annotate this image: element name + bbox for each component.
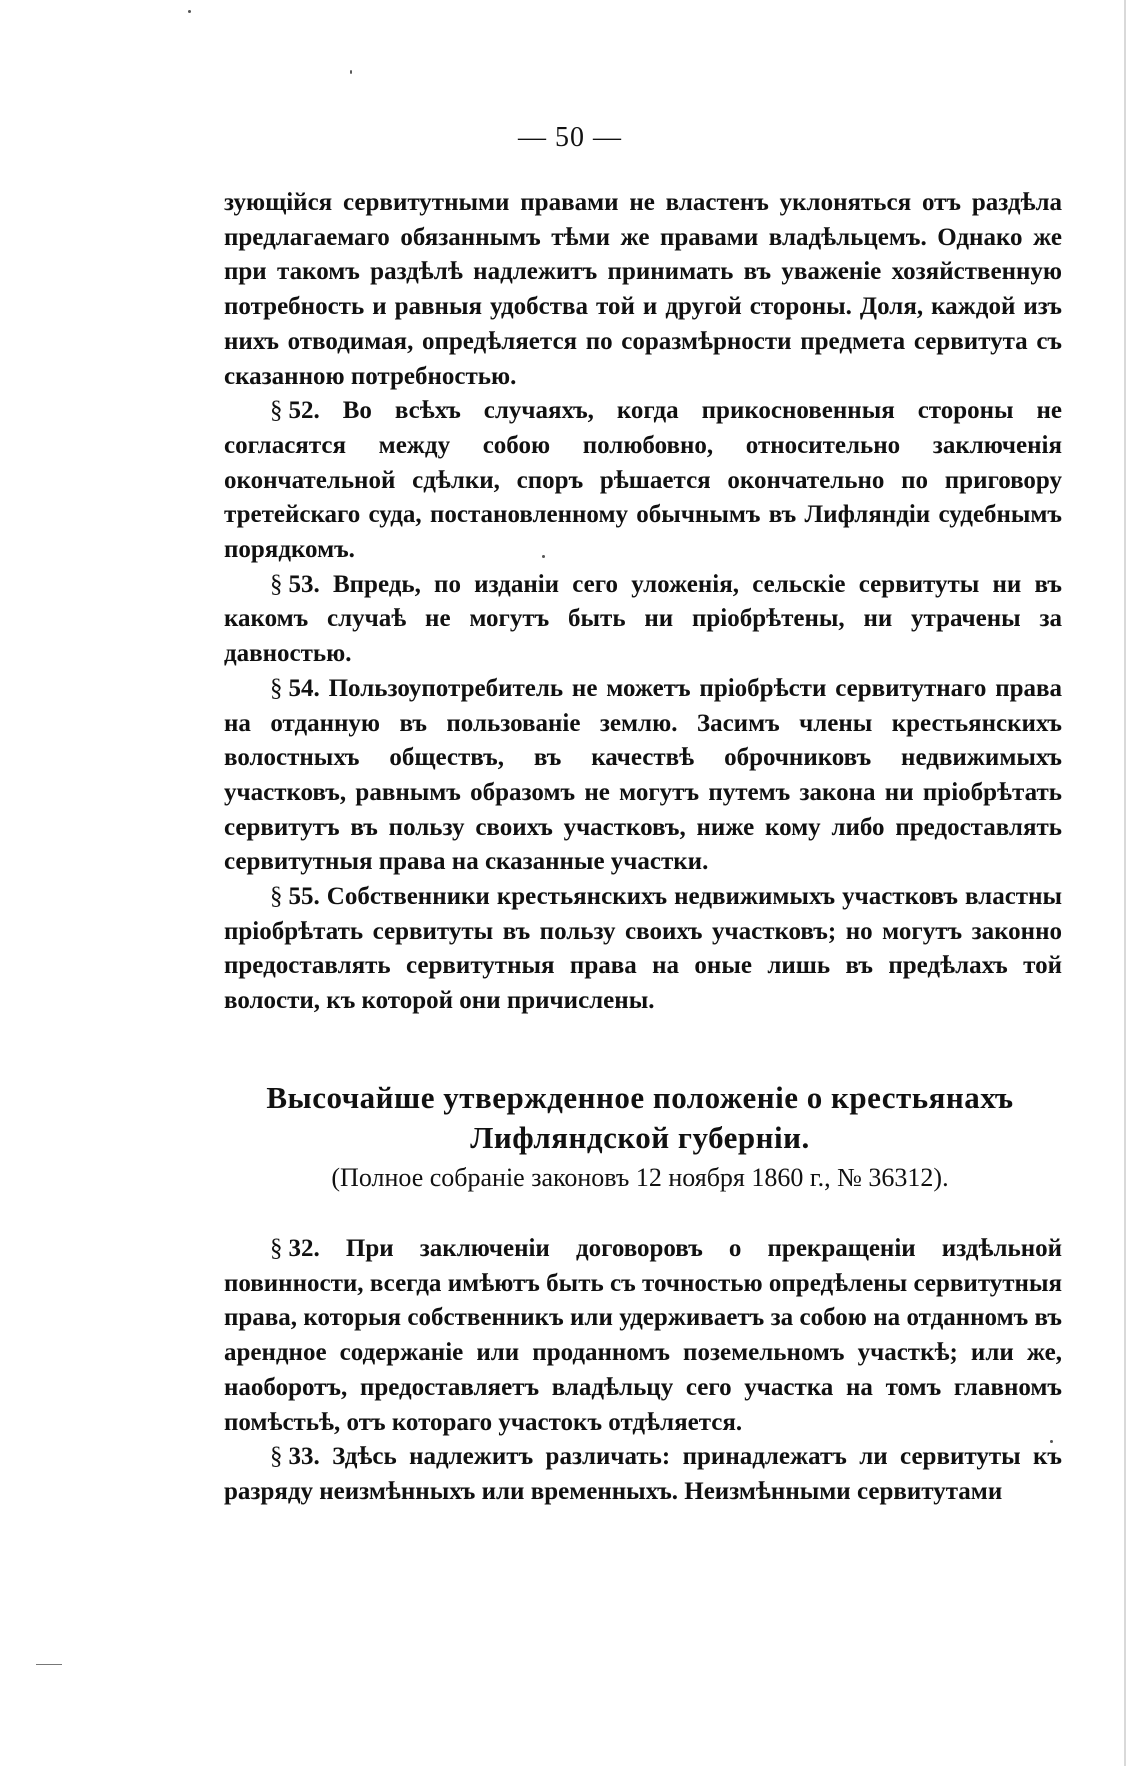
- page-edge-line: [1124, 0, 1126, 1766]
- section-text: При заключеніи договоровъ о прекращеніи издѣльной повинности, всегда имѣютъ быть съ точностью опредѣлены сервитутныя права, которыя собственникъ или удерживаетъ за собою на отданномъ въ арендное содержаніе или проданномъ поземельномъ участкѣ; или же, наоборотъ, предоставляетъ владѣльцу сего участка на томъ главномъ помѣстьѣ, отъ котораго участокъ отдѣляется.: [224, 1235, 1062, 1436]
- heading-line-2: Лифляндской губерніи.: [470, 1120, 810, 1155]
- section-number: 52.: [288, 397, 320, 425]
- section-number: 54.: [288, 674, 320, 702]
- section-sign: §: [270, 570, 283, 598]
- scan-speck: [542, 555, 545, 558]
- scan-speck: [1050, 1440, 1053, 1443]
- section-number: 55.: [288, 883, 320, 911]
- section-32: [224, 1232, 1062, 1440]
- section-heading: [200, 1078, 1080, 1158]
- section-text: Здѣсь надлежитъ различать: принадлежатъ ли сервитуты къ разряду неизмѣнныхъ или временныхъ. Неизмѣнными сервитутами: [224, 1443, 1062, 1505]
- section-54: [224, 672, 1062, 880]
- scan-speck: [350, 70, 352, 74]
- section-33: [224, 1440, 1062, 1509]
- text-block-lower: [224, 1232, 1062, 1510]
- section-number: 33.: [288, 1443, 320, 1471]
- page-number: — 50 —: [518, 122, 622, 153]
- section-text: Впредь, по изданіи сего уложенія, сельскіе сервитуты ни въ какомъ случаѣ не могутъ быть ни пріобрѣтены, ни утрачены за давностью.: [224, 570, 1062, 668]
- section-number: 32.: [288, 1235, 320, 1262]
- heading-line-1: Высочайше утвержденное положеніе о крестьянахъ: [266, 1080, 1014, 1115]
- section-53: [224, 568, 1062, 672]
- section-52: [224, 394, 1062, 568]
- section-sign: §: [270, 397, 283, 425]
- paragraph-continuation: зующійся сервитутными правами не властенъ уклоняться отъ раздѣла предлагаемаго обязаннымъ тѣми же правами владѣльцемъ. Однако же при такомъ раздѣлѣ надлежитъ принимать въ уваженіе хозяйственную потребность и равныя удобства той и другой стороны. Доля, каждой изъ нихъ отводимая, опредѣляется по соразмѣрности предмета сервитута съ сказанною потребностью.: [224, 189, 1062, 390]
- section-text: Собственники крестьянскихъ недвижимыхъ участковъ властны пріобрѣтать сервитуты въ пользу своихъ участковъ; но могутъ законно предоставлять сервитутныя права на оные лишь въ предѣлахъ той волости, къ которой они причислены.: [224, 883, 1062, 1015]
- section-number: 53.: [288, 570, 320, 598]
- source-citation: (Полное собраніе законовъ 12 ноября 1860 г., № 36312).: [331, 1163, 949, 1192]
- section-sign: §: [270, 883, 283, 911]
- section-55: [224, 880, 1062, 1019]
- margin-mark: [36, 1664, 62, 1665]
- text-block-upper: [224, 186, 1062, 1019]
- scan-speck: [188, 10, 191, 13]
- section-text: Пользоупотребитель не можетъ пріобрѣсти сервитутнаго права на отданную въ пользованіе землю. Засимъ члены крестьянскихъ волостныхъ обществъ, въ качествѣ оброчниковъ недвижимыхъ участковъ, равнымъ образомъ не могутъ путемъ закона ни пріобрѣтать сервитутъ въ пользу своихъ участковъ, ниже кому либо предоставлять сервитутныя права на сказанные участки.: [224, 674, 1063, 876]
- section-text: Во всѣхъ случаяхъ, когда прикосновенныя стороны не согласятся между собою полюбовно, относительно заключенія окончательной сдѣлки, споръ рѣшается окончательно по приговору третейскаго суда, постановленному обычнымъ въ Лифляндіи судебнымъ порядкомъ.: [224, 397, 1063, 564]
- section-sign: §: [270, 1235, 283, 1262]
- section-sign: §: [270, 674, 283, 702]
- section-sign: §: [270, 1443, 283, 1471]
